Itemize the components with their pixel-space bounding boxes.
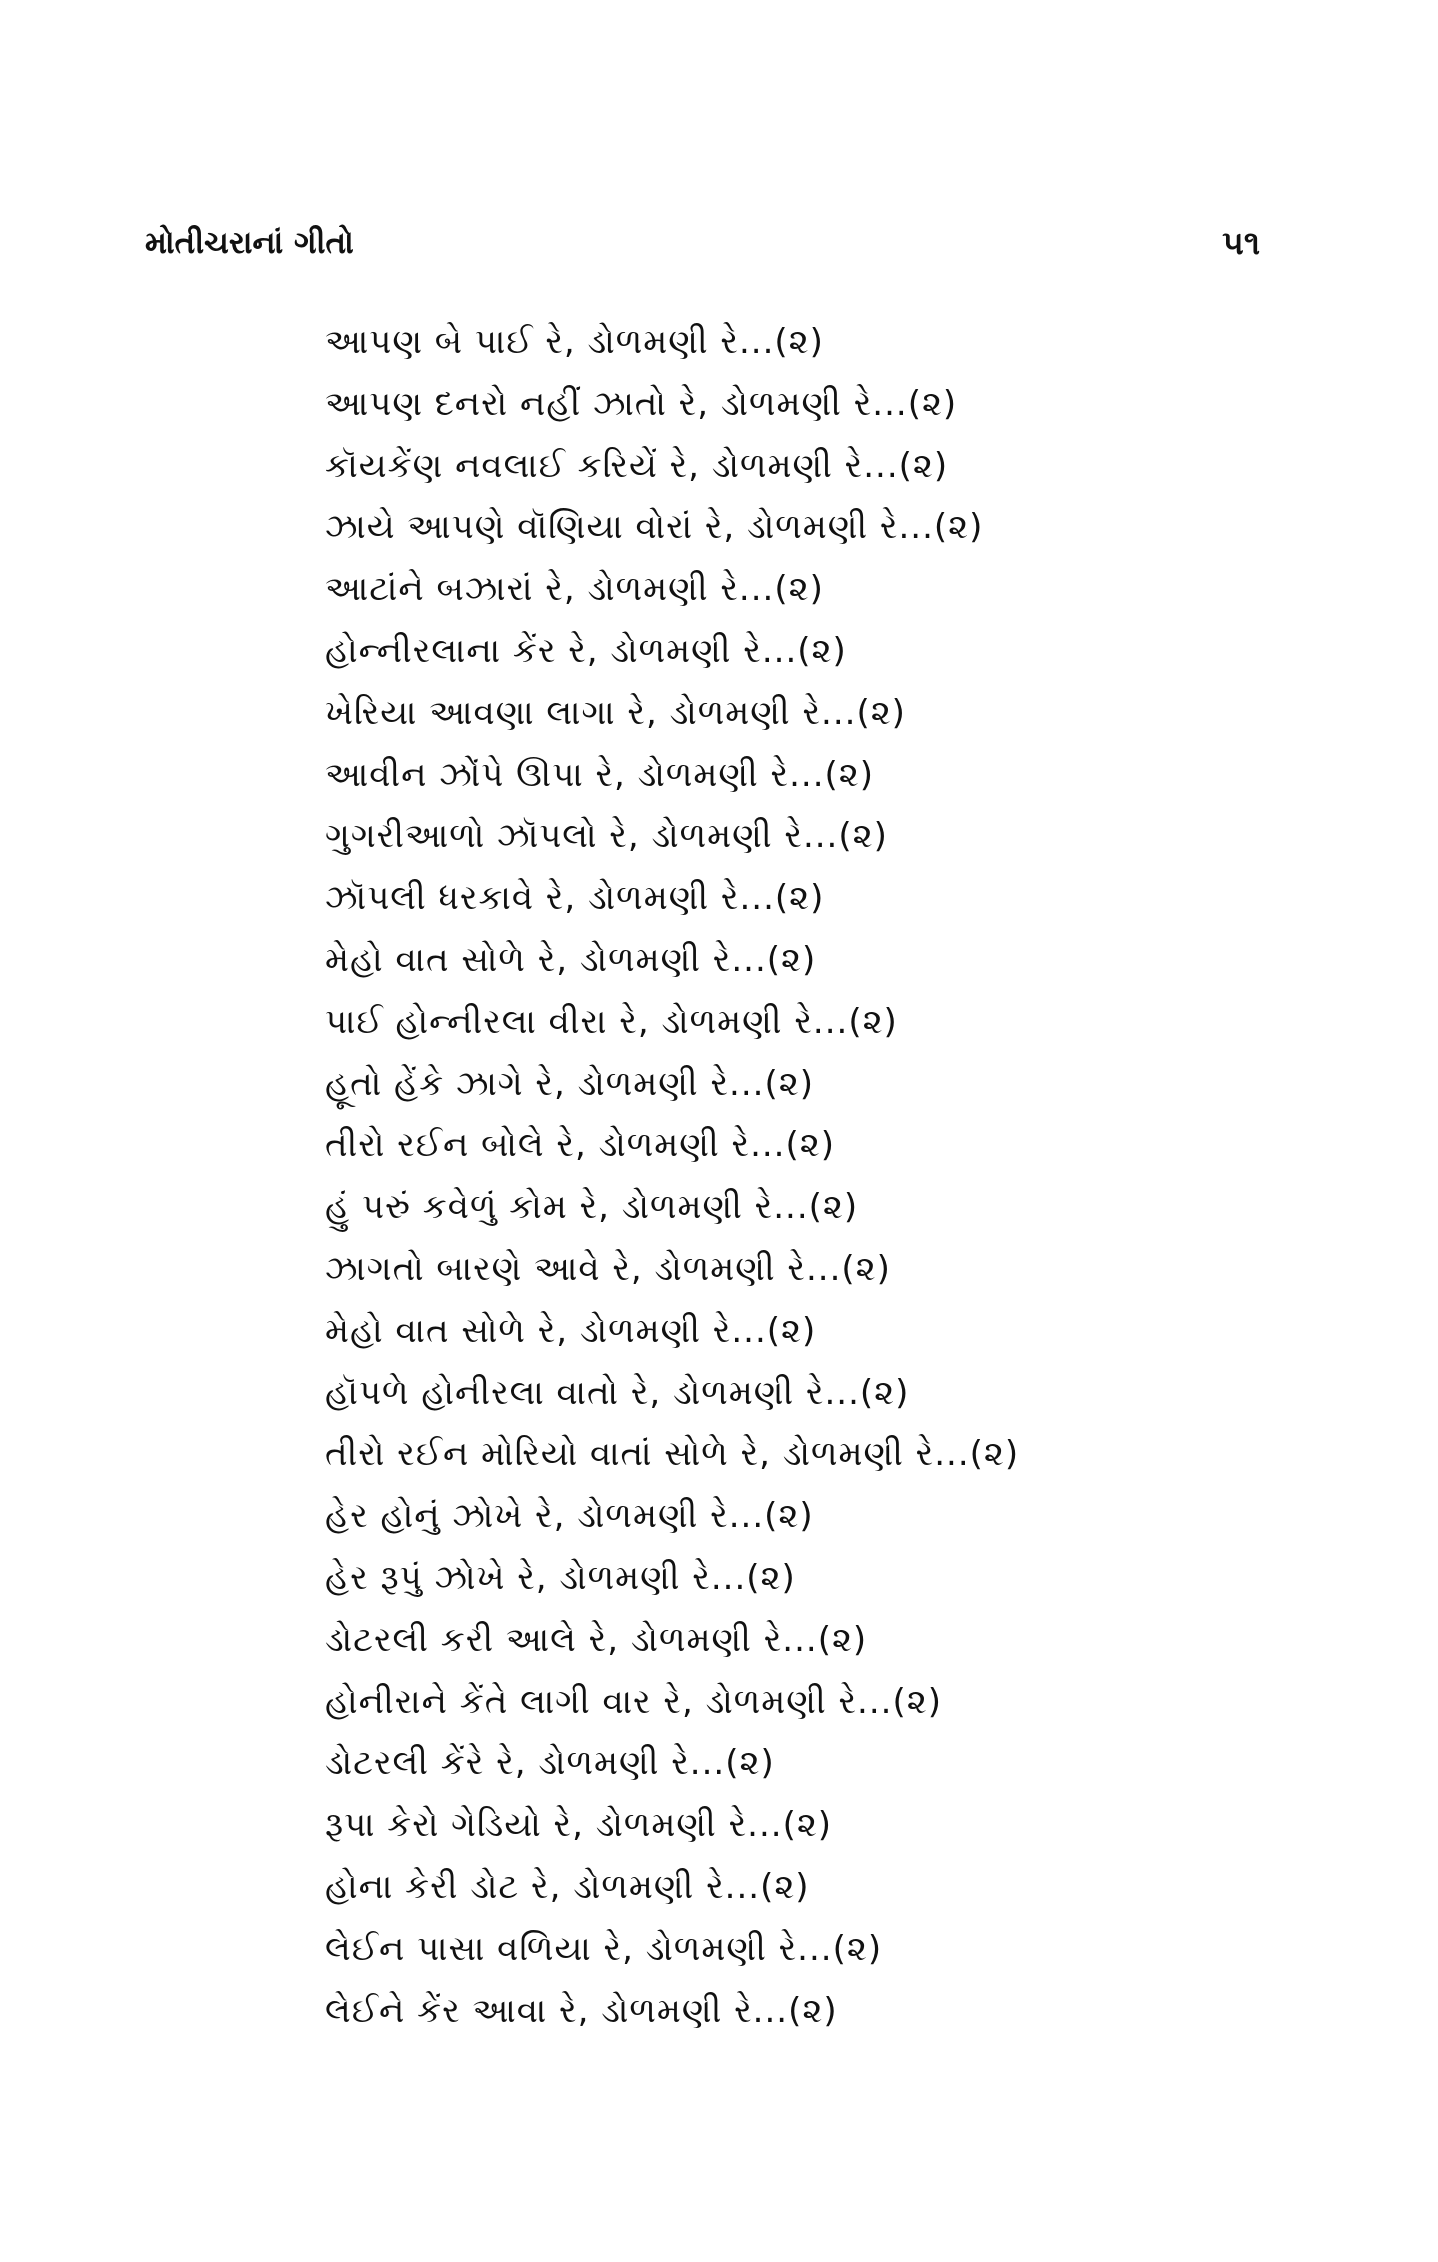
verse-text: ખેરિયા આવણા લાગા રે, ડોળમણી રે...(૨) [325, 692, 906, 733]
verse-line [325, 745, 1105, 807]
verse-text: ગુગરીઆળો ઝૉપલો રે, ડોળમણી રે...(૨) [325, 816, 888, 857]
verse-line [325, 1919, 1105, 1981]
verse-text: હોનીરાને કેંતે લાગી વાર રે, ડોળમણી રે...(૨) [325, 1681, 942, 1722]
verse-text: પાઈ હોન્નીરલા વીરા રે, ડોળમણી રે...(૨) [325, 1001, 898, 1042]
verse-line [325, 992, 1105, 1054]
page-number: ૫૧ [1222, 223, 1260, 262]
verse-text: હેર હોનું ઝોખે રે, ડોળમણી રે...(૨) [325, 1496, 814, 1537]
verse-text: હૂતો હેંકે ઝાગે રે, ડોળમણી રે...(૨) [325, 1063, 814, 1104]
verse-line [325, 1981, 1105, 2043]
verse-line [325, 1177, 1105, 1239]
verse-text: હોન્નીરલાના કેંર રે, ડોળમણી રે...(૨) [325, 630, 847, 671]
verse-text: ડોટરલી કરી આલે રે, ડોળમણી રે...(૨) [325, 1619, 868, 1660]
verse-text: આટાંને બઝારાં રે, ડોળમણી રે...(૨) [325, 569, 824, 610]
running-head [145, 218, 1260, 268]
verse-text: આવીન ઝોંપે ઊપા રે, ડોળમણી રે...(૨) [325, 754, 875, 795]
verse-line [325, 1795, 1105, 1857]
verse-line [325, 312, 1105, 374]
verse-text: લેઈને કેંર આવા રે, ડોળમણી રે...(૨) [325, 1990, 838, 2031]
verse-text: ઝૉપલી ધરકાવે રે, ડોળમણી રે...(૨) [325, 878, 825, 919]
verse-text: આપણ બે પાઈ રે, ડોળમણી રે...(૨) [325, 322, 824, 362]
verse-text: હું પરું કવેળું કોમ રે, ડોળમણી રે...(૨) [325, 1187, 859, 1228]
verse-line [325, 930, 1105, 992]
verse-line [325, 1054, 1105, 1116]
verse-line [325, 1672, 1105, 1734]
verse-line [325, 1115, 1105, 1177]
verse-line [325, 1301, 1105, 1363]
verse-text: મેહો વાત સોળે રે, ડોળમણી રે...(૨) [325, 1310, 817, 1351]
verse-line [325, 1857, 1105, 1919]
verse-line [325, 683, 1105, 745]
verse-line [325, 1239, 1105, 1301]
verse-text: રૂપા કેરો ગેડિયો રે, ડોળમણી રે...(૨) [325, 1805, 833, 1846]
verse-text: ઝાગતો બારણે આવે રે, ડોળમણી રે...(૨) [325, 1248, 891, 1289]
verse-text: હેર રૂપું ઝોખે રે, ડોળમણી રે...(૨) [325, 1557, 796, 1598]
verse-text: હૉપળે હોનીરલા વાતો રે, ડોળમણી રે...(૨) [325, 1372, 910, 1413]
verse-text: મેહો વાત સોળે રે, ડોળમણી રે...(૨) [325, 939, 817, 980]
verse-line [325, 1610, 1105, 1672]
verse-line [325, 806, 1105, 868]
verse-line [325, 1486, 1105, 1548]
verse-text: કૉયકેંણ નવલાઈ કરિયેં રે, ડોળમણી રે...(૨) [325, 445, 949, 486]
verse-line [325, 374, 1105, 436]
verse-text: હોના કેરી ડોટ રે, ડોળમણી રે...(૨) [325, 1866, 810, 1907]
verse-text: આપણ દનરો નહીં ઝાતો રે, ડોળમણી રે...(૨) [325, 383, 958, 424]
verse-text: ઝાયે આપણે વૉણિયા વોરાં રે, ડોળમણી રે...(૨) [325, 507, 984, 548]
verse-line [325, 1424, 1105, 1486]
verse-line [325, 1733, 1105, 1795]
verse-line [325, 559, 1105, 621]
song-verses [325, 312, 1105, 2042]
verse-text: ડોટરલી કેંરે રે, ડોળમણી રે...(૨) [325, 1743, 775, 1784]
verse-text: તીરો રઈન બોલે રે, ડોળમણી રે...(૨) [325, 1125, 835, 1166]
verse-line [325, 868, 1105, 930]
running-title: મોતીચરાનાં ગીતો [145, 225, 354, 261]
verse-line [325, 1363, 1105, 1425]
verse-text: લેઈન પાસા વળિયા રે, ડોળમણી રે...(૨) [325, 1928, 883, 1969]
verse-line [325, 1548, 1105, 1610]
verse-line [325, 621, 1105, 683]
verse-line [325, 497, 1105, 559]
verse-line [325, 436, 1105, 498]
verse-text: તીરો રઈન મોરિયો વાતાં સોળે રે, ડોળમણી રે...(૨) [325, 1434, 1020, 1475]
